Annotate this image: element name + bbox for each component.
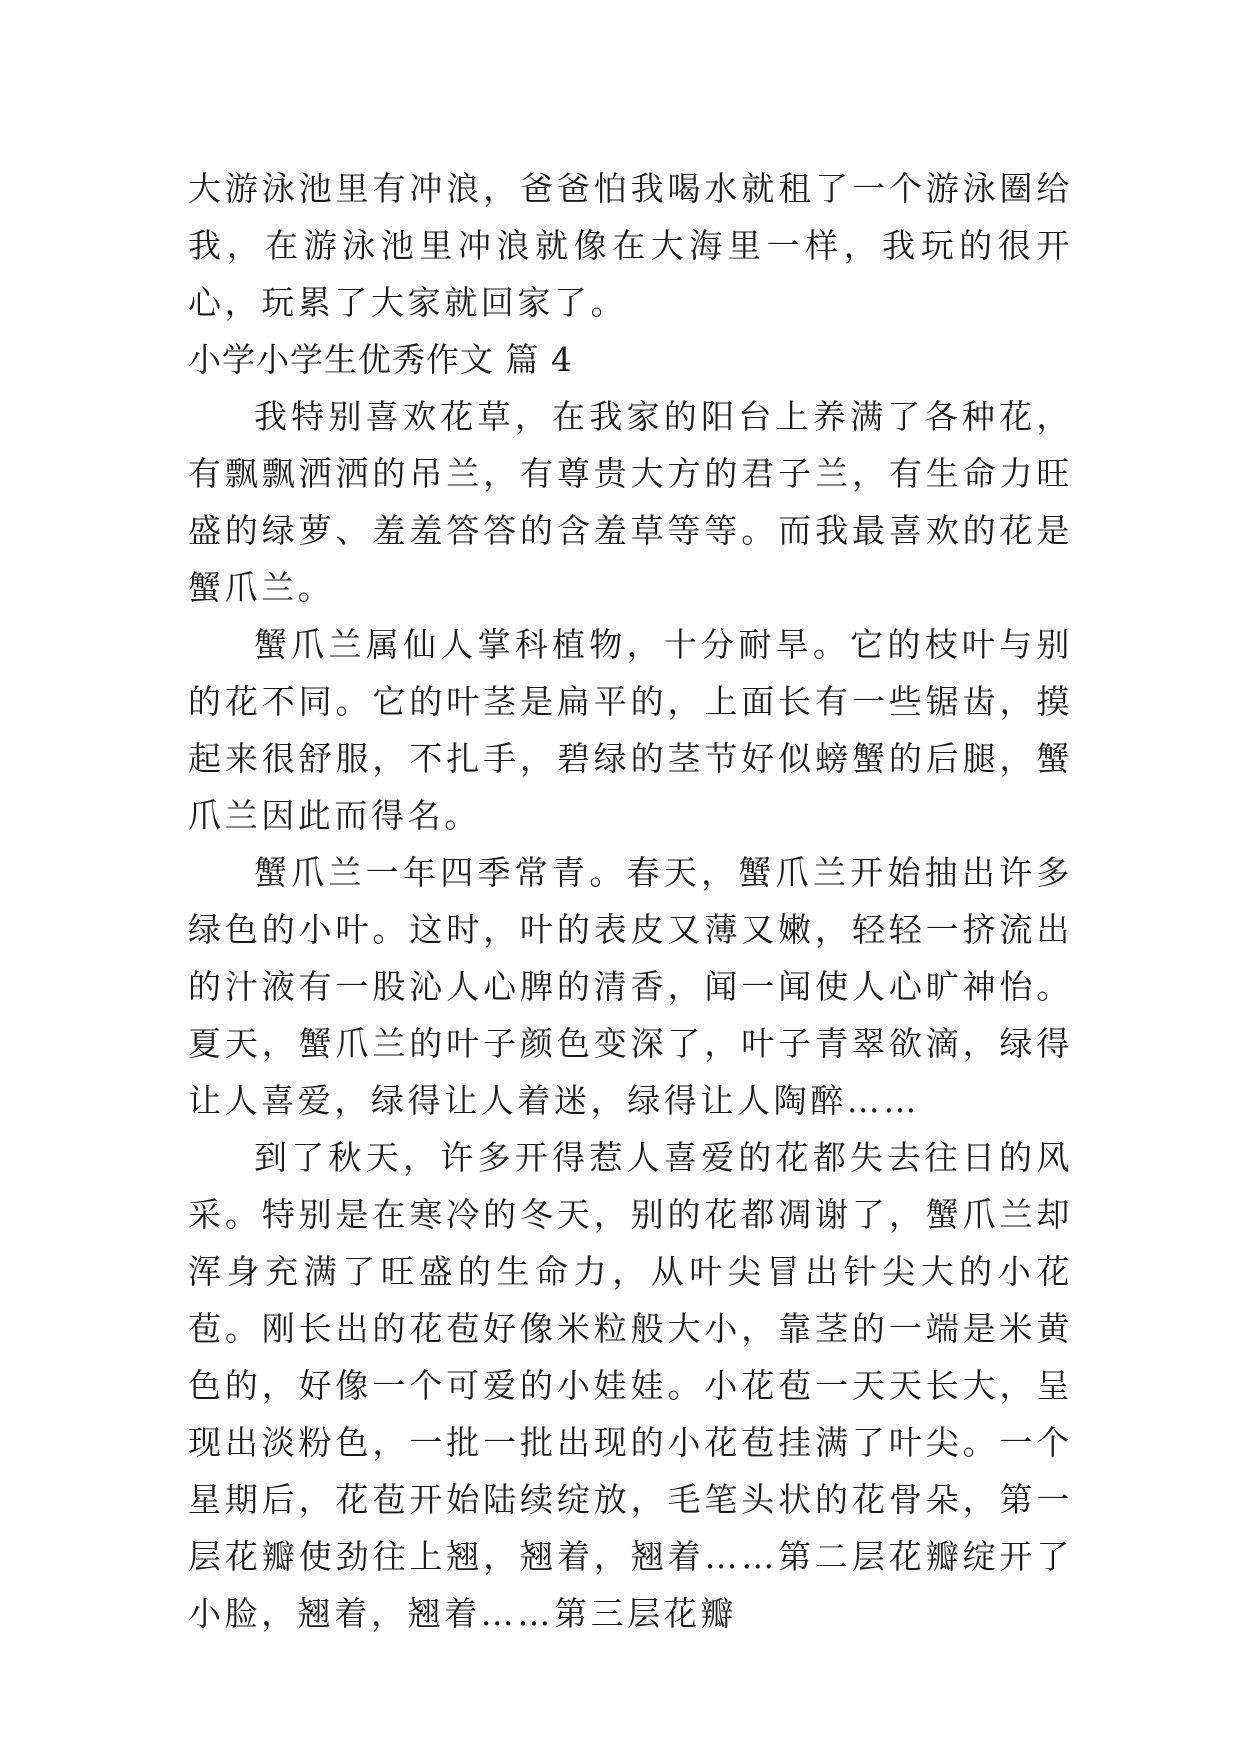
section-title: 小学小学生优秀作文 篇 4 <box>188 340 573 379</box>
paragraph-2: 蟹爪兰属仙人掌科植物，十分耐旱。它的枝叶与别的花不同。它的叶茎是扁平的，上面长有一些锯齿，摸起来很舒服，不扎手，碧绿的茎节好似螃蟹的后腿，蟹爪兰因此而得名。 <box>188 625 1073 835</box>
paragraph-3: 蟹爪兰一年四季常青。春天，蟹爪兰开始抽出许多绿色的小叶。这时，叶的表皮又薄又嫩，轻轻一挤流出的汁液有一股沁人心脾的清香，闻一闻使人心旷神怡。夏天，蟹爪兰的叶子颜色变深了，叶子青翠欲滴，绿得让人喜爱，绿得让人着迷，绿得让人陶醉…… <box>188 853 1073 1120</box>
document-body <box>188 160 1073 1642</box>
paragraph-1: 我特别喜欢花草，在我家的阳台上养满了各种花，有飘飘洒洒的吊兰，有尊贵大方的君子兰，有生命力旺盛的绿萝、羞羞答答的含羞草等等。而我最喜欢的花是蟹爪兰。 <box>188 397 1073 607</box>
intro-paragraph: 大游泳池里有冲浪，爸爸怕我喝水就租了一个游泳圈给我，在游泳池里冲浪就像在大海里一样，我玩的很开心，玩累了大家就回家了。 <box>188 169 1073 322</box>
paragraph-4: 到了秋天，许多开得惹人喜爱的花都失去往日的风采。特别是在寒冷的冬天，别的花都凋谢了，蟹爪兰却浑身充满了旺盛的生命力，从叶尖冒出针尖大的小花苞。刚长出的花苞好像米粒般大小，靠茎的一端是米黄色的，好像一个可爱的小娃娃。小花苞一天天长大，呈现出淡粉色，一批一批出现的小花苞挂满了叶尖。一个星期后，花苞开始陆续绽放，毛笔头状的花骨朵，第一层花瓣使劲往上翘，翘着，翘着……第二层花瓣绽开了小脸，翘着，翘着……第三层花瓣 <box>188 1138 1073 1633</box>
